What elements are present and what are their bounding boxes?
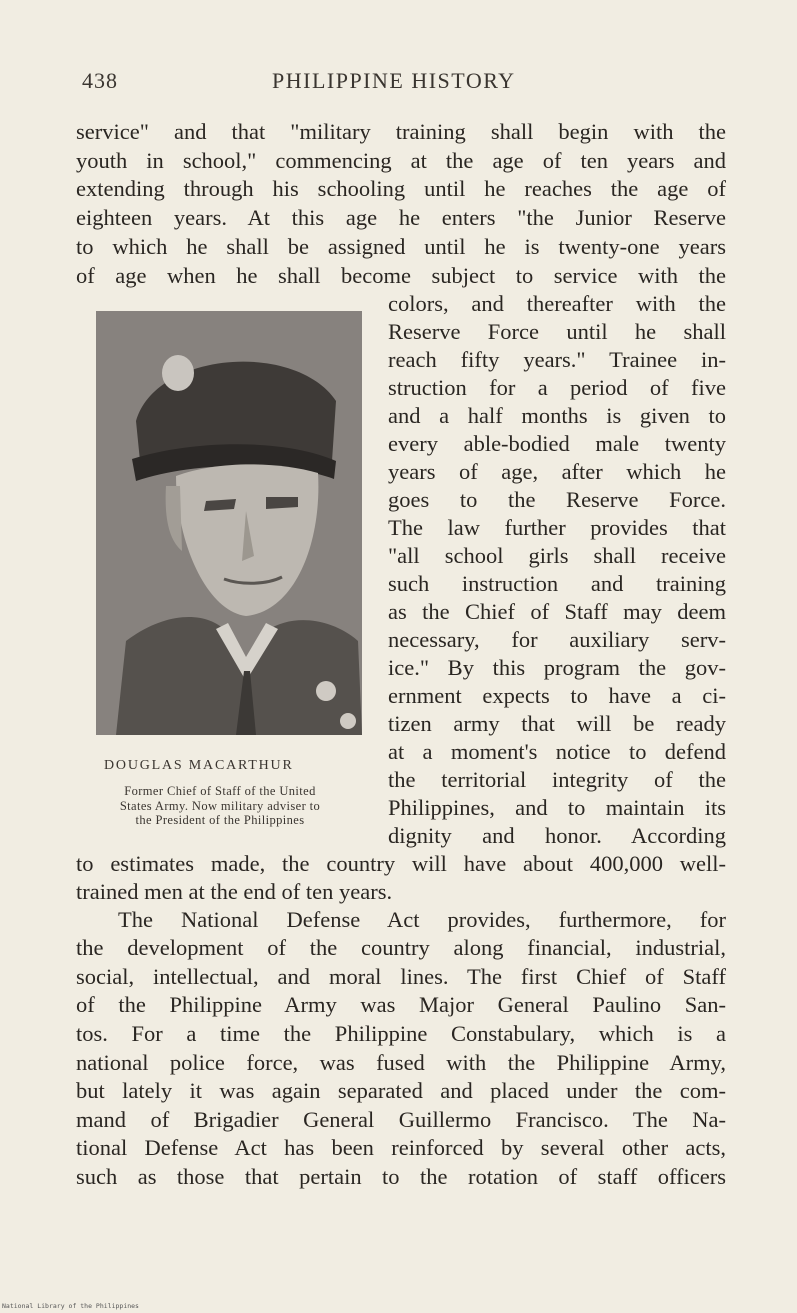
text-line: years of age, after which he	[388, 459, 726, 484]
text-line: youth in school," commencing at the age of ten years and	[76, 148, 726, 173]
text-line: Reserve Force until he shall	[388, 319, 726, 344]
text-line: mand of Brigadier General Guillermo Francisco. The Na-	[76, 1107, 726, 1132]
text-line: national police force, was fused with the Philippine Army,	[76, 1050, 726, 1075]
text-line: to estimates made, the country will have about 400,000 well-	[76, 851, 726, 876]
portrait-photo	[96, 311, 362, 735]
caption-line: States Army. Now military adviser to	[119, 798, 321, 813]
text-line: tos. For a time the Philippine Constabulary, which is a	[76, 1021, 726, 1046]
text-line: ernment expects to have a ci-	[388, 683, 726, 708]
text-line: "all school girls shall receive	[388, 543, 726, 568]
text-line: ice." By this program the gov-	[388, 655, 726, 680]
text-line: to which he shall be assigned until he is twenty-one years	[76, 234, 726, 259]
text-line: trained men at the end of ten years.	[76, 879, 393, 904]
text-line: dignity and honor. According	[388, 823, 726, 848]
caption-name: DOUGLAS MACARTHUR	[104, 758, 294, 773]
text-line: The National Defense Act provides, furthermore, for	[118, 907, 726, 932]
text-line: goes to the Reserve Force.	[388, 487, 726, 512]
page-number: 438	[82, 68, 118, 93]
text-line: as the Chief of Staff may deem	[388, 599, 726, 624]
text-line: struction for a period of five	[388, 375, 726, 400]
text-line: eighteen years. At this age he enters "the Junior Reserve	[76, 205, 726, 230]
text-line: every able-bodied male twenty	[388, 431, 726, 456]
text-line: of the Philippine Army was Major General Paulino San-	[76, 992, 726, 1017]
text-line: Philippines, and to maintain its	[388, 795, 726, 820]
text-line: The law further provides that	[388, 515, 726, 540]
text-line: tizen army that will be ready	[388, 711, 726, 736]
text-line: of age when he shall become subject to service with the	[76, 263, 726, 288]
text-line: the territorial integrity of the	[388, 767, 726, 792]
text-line: such as those that pertain to the rotation of staff officers	[76, 1164, 726, 1189]
caption-line: Former Chief of Staff of the United	[124, 784, 316, 798]
text-line: reach fifty years." Trainee in-	[388, 347, 726, 372]
text-line: but lately it was again separated and placed under the com-	[76, 1078, 726, 1103]
text-line: social, intellectual, and moral lines. The first Chief of Staff	[76, 964, 726, 989]
text-line: at a moment's notice to defend	[388, 739, 726, 764]
text-line: necessary, for auxiliary serv-	[388, 627, 726, 652]
caption-description	[74, 784, 366, 828]
text-line: tional Defense Act has been reinforced by several other acts,	[76, 1135, 726, 1160]
text-line: the development of the country along financial, industrial,	[76, 935, 726, 960]
text-line: and a half months is given to	[388, 403, 726, 428]
caption-line: the President of the Philippines	[135, 813, 305, 827]
running-title: PHILIPPINE HISTORY	[272, 68, 516, 93]
library-credit: National Library of the Philippines	[2, 1302, 139, 1310]
text-line: colors, and thereafter with the	[388, 291, 726, 316]
text-line: service" and that "military training shall begin with the	[76, 119, 726, 144]
text-line: extending through his schooling until he reaches the age of	[76, 176, 726, 201]
text-line: such instruction and training	[388, 571, 726, 596]
